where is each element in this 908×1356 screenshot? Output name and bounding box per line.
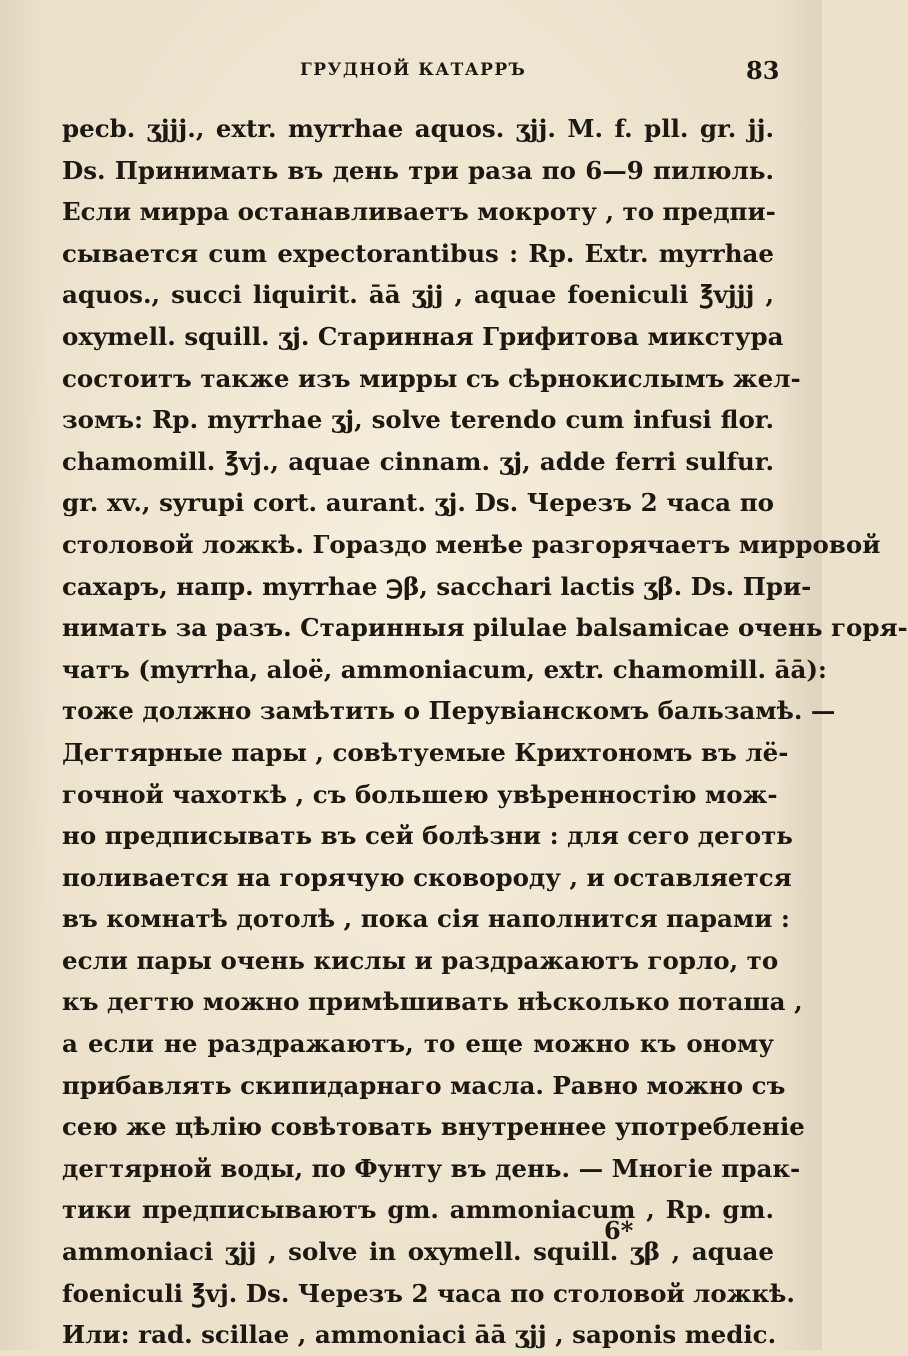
text-line: въ комнатѣ дотолѣ , пока сія наполнится парами :	[62, 904, 790, 934]
text-line: сахаръ, напр. myrrhae ℈β, sacchari lactis ʒβ. Ds. При-	[62, 571, 812, 601]
text-line: Дегтярные пары , совѣтуемые Крихтономъ въ лё-	[62, 737, 789, 767]
text-line: нимать за разъ. Старинныя pilulae balsamicae очень горя-	[62, 613, 908, 643]
text-line: chamomill. ℥vj., aquae cinnam. ʒj, adde ferri sulfur.	[62, 446, 774, 476]
text-line: гочной чахоткѣ , съ большею увѣренностію мож-	[62, 779, 778, 809]
text-line: поливается на горячую сковороду , и оставляется	[62, 862, 792, 892]
text-line: сывается cum expectorantibus : Rp. Extr. myrrhae	[62, 238, 774, 268]
text-line: дегтярной воды, по Фунту въ день. — Многіе прак-	[62, 1153, 801, 1183]
text-line: pecb. ʒjjj., extr. myrrhae aquos. ʒjj. M. f. pll. gr. jj.	[62, 114, 774, 143]
text-line: столовой ложкѣ. Гораздо менѣе разгорячаетъ мирровой	[62, 529, 881, 559]
text-line: ammoniaci ʒjj , solve in oxymell. squill. ʒβ , aquae	[62, 1237, 774, 1267]
text-line: Ds. Принимать въ день три раза по 6—9 пилюль.	[62, 155, 774, 185]
text-line: прибавлять скипидарнаго масла. Равно можно съ	[62, 1070, 786, 1100]
text-line: если пары очень кислы и раздражаютъ горло, то	[62, 945, 779, 975]
text-line: но предписывать въ сей болѣзни : для сего деготь	[62, 821, 793, 851]
text-line: foeniculi ℥vj. Ds. Черезъ 2 часа по столовой ложкѣ.	[62, 1278, 795, 1308]
running-title: ГРУДНОЙ КАТАРРЪ	[300, 60, 527, 80]
text-line: тоже должно замѣтить о Перувіанскомъ бальзамѣ. —	[62, 696, 836, 726]
text-line: зомъ: Rp. myrrhae ʒj, solve terendo cum infusi flor.	[62, 405, 774, 435]
page-number: 83	[746, 56, 780, 85]
text-line: Или: rad. scillae , ammoniaci āā ʒjj , saponis medic.	[62, 1320, 777, 1350]
text-line: тики предписываютъ gm. ammoniacum , Rp. gm.	[62, 1195, 774, 1225]
text-line: сею же цѣлію совѣтовать внутреннее употребленіе	[62, 1112, 805, 1142]
signature-mark: 6*	[604, 1216, 634, 1245]
text-line: состоитъ также изъ мирры съ сѣрнокислымъ жел-	[62, 363, 801, 393]
text-line: къ дегтю можно примѣшивать нѣсколько поташа ,	[62, 987, 803, 1017]
text-line: aquos., succi liquirit. āā ʒjj , aquae foeniculi ℥vjjj ,	[62, 280, 774, 310]
running-head	[0, 58, 822, 88]
body-text	[62, 108, 908, 1356]
text-line: oxymell. squill. ʒj. Старинная Грифитова микстура	[62, 321, 784, 351]
text-line: Если мирра останавливаетъ мокроту , то предпи-	[62, 197, 776, 227]
text-line: чатъ (myrrha, aloë, ammoniacum, extr. chamomill. āā):	[62, 654, 827, 684]
text-line: а если не раздражаютъ, то еще можно къ оному	[62, 1029, 774, 1059]
text-line: gr. xv., syrupi cort. aurant. ʒj. Ds. Черезъ 2 часа по	[62, 488, 774, 518]
